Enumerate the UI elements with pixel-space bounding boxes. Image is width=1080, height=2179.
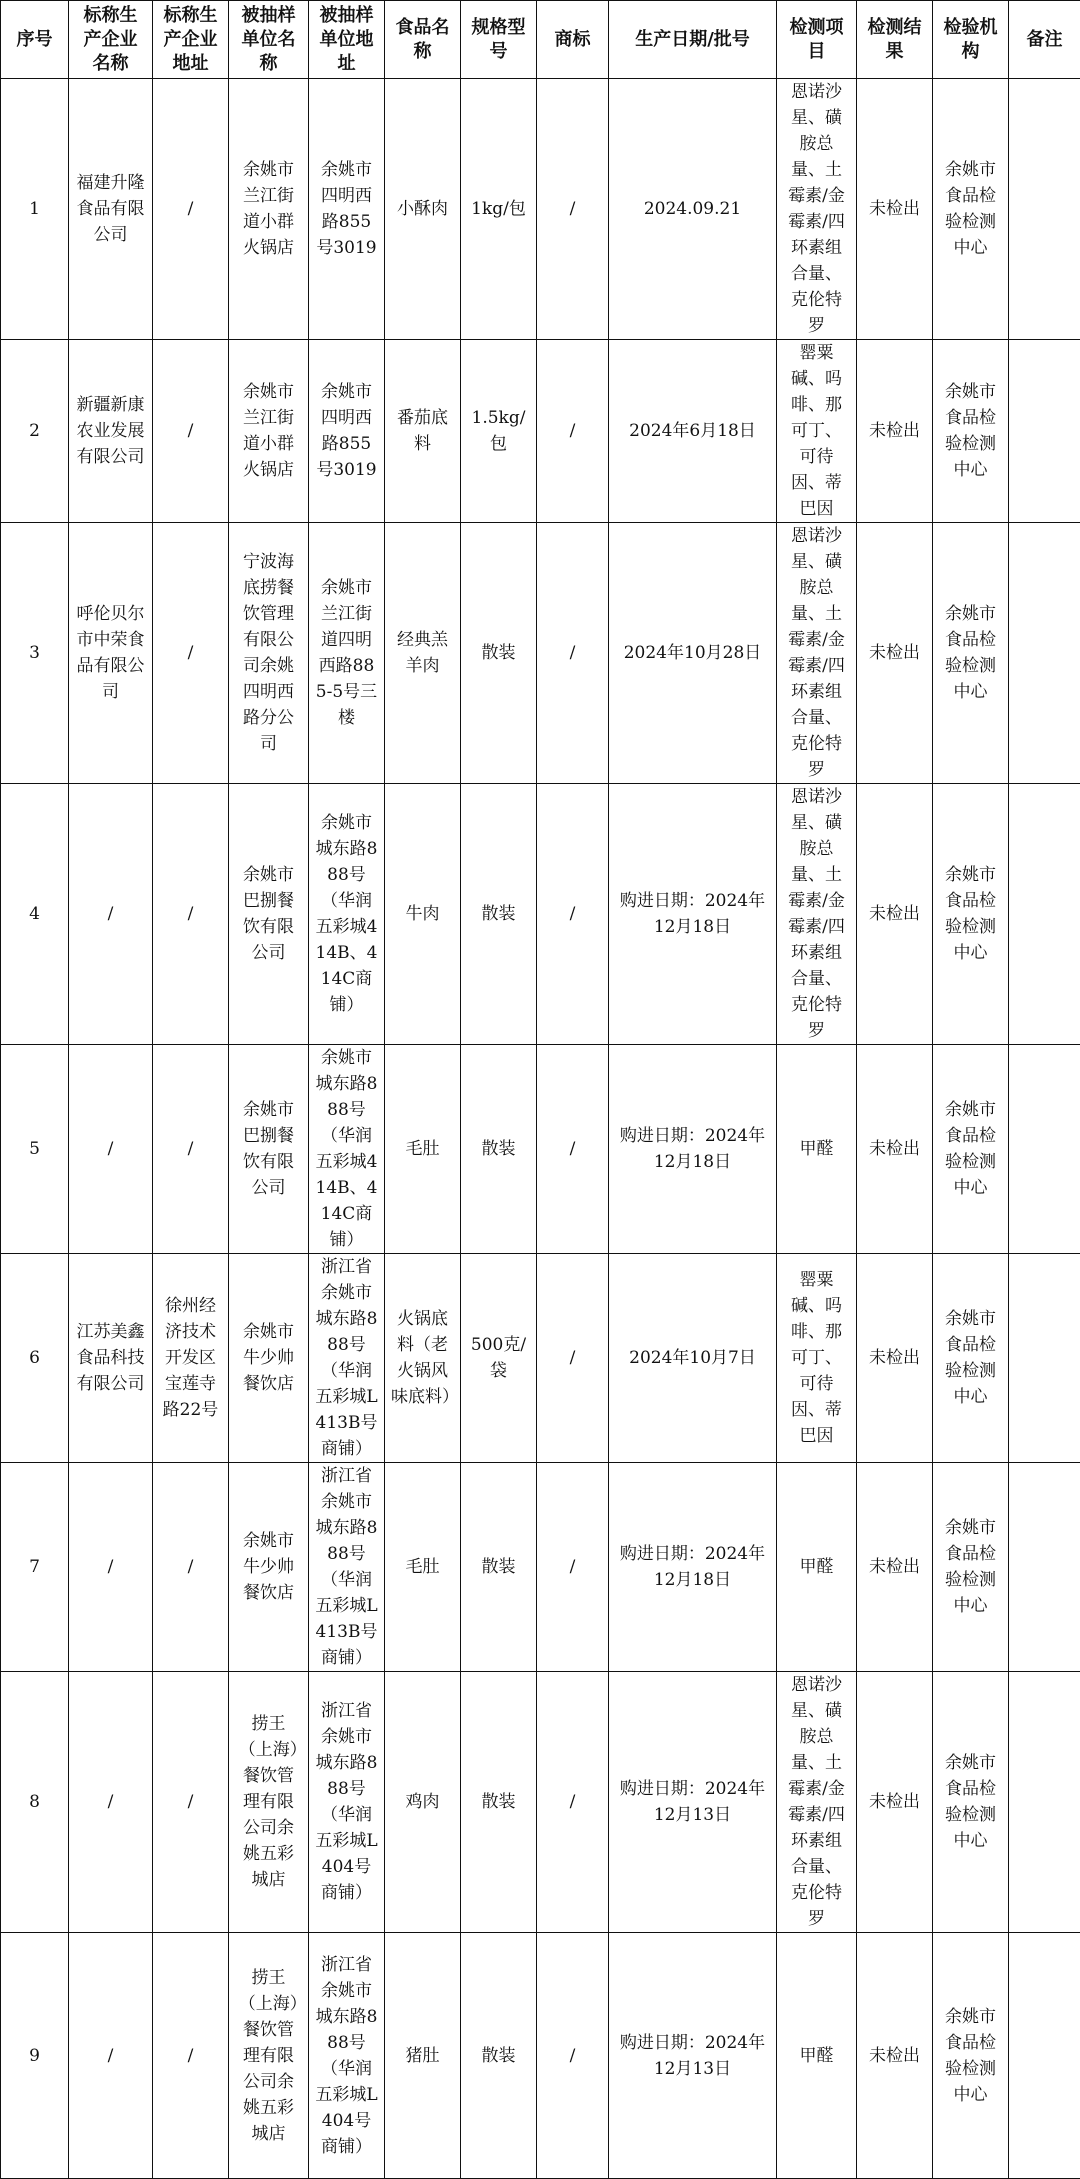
cell-production-date: 购进日期：2024年12月18日: [609, 784, 777, 1045]
cell-maker-address: /: [153, 1933, 229, 2179]
cell-spec: 散装: [461, 1045, 537, 1254]
cell-lab: 余姚市食品检验检测中心: [933, 1933, 1009, 2179]
cell-serial-no: 5: [1, 1045, 69, 1254]
cell-production-date: 2024年6月18日: [609, 340, 777, 523]
cell-maker-address: /: [153, 784, 229, 1045]
table-header-row: [1, 1, 1080, 79]
cell-maker-address: /: [153, 1463, 229, 1672]
cell-production-date: 2024年10月28日: [609, 523, 777, 784]
cell-serial-no: 9: [1, 1933, 69, 2179]
cell-brand: /: [537, 784, 609, 1045]
cell-brand: /: [537, 1933, 609, 2179]
cell-sampled-unit-name: 宁波海底捞餐饮管理有限公司余姚四明西路分公司: [229, 523, 309, 784]
cell-serial-no: 1: [1, 79, 69, 340]
table-row: [1, 1933, 1080, 2179]
cell-lab: 余姚市食品检验检测中心: [933, 1045, 1009, 1254]
cell-spec: 散装: [461, 523, 537, 784]
cell-food-name: 毛肚: [385, 1463, 461, 1672]
cell-food-name: 小酥肉: [385, 79, 461, 340]
cell-production-date: 购进日期：2024年12月18日: [609, 1045, 777, 1254]
cell-note: [1009, 523, 1080, 784]
cell-maker-name: /: [69, 1045, 153, 1254]
header-sampled-unit-address: 被抽样单位地址: [309, 1, 385, 79]
table-row: [1, 1045, 1080, 1254]
cell-food-name: 火锅底料（老火锅风味底料）: [385, 1254, 461, 1463]
cell-note: [1009, 1463, 1080, 1672]
cell-note: [1009, 1672, 1080, 1933]
table-row: [1, 784, 1080, 1045]
cell-note: [1009, 1254, 1080, 1463]
header-sampled-unit-name: 被抽样单位名称: [229, 1, 309, 79]
cell-maker-name: 呼伦贝尔市中荣食品有限公司: [69, 523, 153, 784]
cell-maker-name: /: [69, 784, 153, 1045]
cell-test-items: 罂粟碱、吗啡、那可丁、可待因、蒂巴因: [777, 1254, 857, 1463]
cell-lab: 余姚市食品检验检测中心: [933, 523, 1009, 784]
cell-test-items: 恩诺沙星、磺胺总量、土霉素/金霉素/四环素组合量、克伦特罗: [777, 523, 857, 784]
cell-serial-no: 6: [1, 1254, 69, 1463]
cell-sampled-unit-address: 余姚市兰江街道四明西路885-5号三楼: [309, 523, 385, 784]
cell-note: [1009, 784, 1080, 1045]
table-row: [1, 340, 1080, 523]
cell-serial-no: 7: [1, 1463, 69, 1672]
cell-serial-no: 3: [1, 523, 69, 784]
cell-maker-address: /: [153, 79, 229, 340]
table-row: [1, 1463, 1080, 1672]
cell-brand: /: [537, 1254, 609, 1463]
cell-spec: 1kg/包: [461, 79, 537, 340]
cell-spec: 散装: [461, 1933, 537, 2179]
table-row: [1, 523, 1080, 784]
cell-serial-no: 2: [1, 340, 69, 523]
header-test-result: 检测结果: [857, 1, 933, 79]
cell-sampled-unit-name: 余姚市巴捌餐饮有限公司: [229, 784, 309, 1045]
cell-maker-address: /: [153, 340, 229, 523]
cell-test-items: 甲醛: [777, 1463, 857, 1672]
header-lab: 检验机构: [933, 1, 1009, 79]
cell-test-result: 未检出: [857, 523, 933, 784]
cell-sampled-unit-name: 余姚市巴捌餐饮有限公司: [229, 1045, 309, 1254]
cell-note: [1009, 1045, 1080, 1254]
cell-test-items: 恩诺沙星、磺胺总量、土霉素/金霉素/四环素组合量、克伦特罗: [777, 1672, 857, 1933]
header-serial-no: 序号: [1, 1, 69, 79]
cell-maker-name: 福建升隆食品有限公司: [69, 79, 153, 340]
cell-brand: /: [537, 79, 609, 340]
cell-food-name: 牛肉: [385, 784, 461, 1045]
cell-sampled-unit-address: 余姚市城东路888号（华润五彩城414B、414C商铺）: [309, 1045, 385, 1254]
cell-brand: /: [537, 1672, 609, 1933]
cell-production-date: 购进日期：2024年12月18日: [609, 1463, 777, 1672]
cell-sampled-unit-name: 捞王（上海）餐饮管理有限公司余姚五彩城店: [229, 1933, 309, 2179]
cell-serial-no: 4: [1, 784, 69, 1045]
cell-food-name: 猪肚: [385, 1933, 461, 2179]
cell-sampled-unit-name: 捞王（上海）餐饮管理有限公司余姚五彩城店: [229, 1672, 309, 1933]
cell-lab: 余姚市食品检验检测中心: [933, 79, 1009, 340]
header-maker-address: 标称生产企业地址: [153, 1, 229, 79]
cell-production-date: 2024年10月7日: [609, 1254, 777, 1463]
cell-brand: /: [537, 523, 609, 784]
cell-test-items: 恩诺沙星、磺胺总量、土霉素/金霉素/四环素组合量、克伦特罗: [777, 79, 857, 340]
cell-note: [1009, 1933, 1080, 2179]
header-spec: 规格型号: [461, 1, 537, 79]
cell-sampled-unit-address: 余姚市四明西路855号3019: [309, 340, 385, 523]
header-production-date: 生产日期/批号: [609, 1, 777, 79]
cell-test-items: 甲醛: [777, 1933, 857, 2179]
cell-test-items: 恩诺沙星、磺胺总量、土霉素/金霉素/四环素组合量、克伦特罗: [777, 784, 857, 1045]
cell-maker-address: 徐州经济技术开发区宝莲寺路22号: [153, 1254, 229, 1463]
cell-spec: 500克/袋: [461, 1254, 537, 1463]
cell-food-name: 鸡肉: [385, 1672, 461, 1933]
cell-sampled-unit-address: 浙江省余姚市城东路888号（华润五彩城L413B号商铺）: [309, 1254, 385, 1463]
cell-lab: 余姚市食品检验检测中心: [933, 340, 1009, 523]
cell-sampled-unit-address: 余姚市城东路888号（华润五彩城414B、414C商铺）: [309, 784, 385, 1045]
cell-production-date: 2024.09.21: [609, 79, 777, 340]
cell-food-name: 番茄底料: [385, 340, 461, 523]
cell-maker-address: /: [153, 1045, 229, 1254]
cell-test-result: 未检出: [857, 1933, 933, 2179]
cell-maker-address: /: [153, 1672, 229, 1933]
cell-maker-address: /: [153, 523, 229, 784]
cell-maker-name: 新疆新康农业发展有限公司: [69, 340, 153, 523]
cell-spec: 散装: [461, 1463, 537, 1672]
cell-test-result: 未检出: [857, 340, 933, 523]
cell-note: [1009, 340, 1080, 523]
cell-test-result: 未检出: [857, 1463, 933, 1672]
cell-sampled-unit-address: 余姚市四明西路855号3019: [309, 79, 385, 340]
cell-brand: /: [537, 1045, 609, 1254]
cell-test-items: 罂粟碱、吗啡、那可丁、可待因、蒂巴因: [777, 340, 857, 523]
cell-sampled-unit-address: 浙江省余姚市城东路888号（华润五彩城L404号商铺）: [309, 1933, 385, 2179]
cell-sampled-unit-name: 余姚市兰江街道小群火锅店: [229, 79, 309, 340]
cell-test-result: 未检出: [857, 1672, 933, 1933]
cell-spec: 1.5kg/包: [461, 340, 537, 523]
cell-test-result: 未检出: [857, 784, 933, 1045]
cell-lab: 余姚市食品检验检测中心: [933, 1672, 1009, 1933]
cell-test-result: 未检出: [857, 79, 933, 340]
cell-sampled-unit-address: 浙江省余姚市城东路888号（华润五彩城L404号商铺）: [309, 1672, 385, 1933]
cell-production-date: 购进日期：2024年12月13日: [609, 1933, 777, 2179]
cell-brand: /: [537, 1463, 609, 1672]
table-row: [1, 79, 1080, 340]
cell-food-name: 毛肚: [385, 1045, 461, 1254]
cell-production-date: 购进日期：2024年12月13日: [609, 1672, 777, 1933]
header-food-name: 食品名称: [385, 1, 461, 79]
cell-test-result: 未检出: [857, 1254, 933, 1463]
cell-lab: 余姚市食品检验检测中心: [933, 784, 1009, 1045]
cell-sampled-unit-name: 余姚市牛少帅餐饮店: [229, 1463, 309, 1672]
cell-lab: 余姚市食品检验检测中心: [933, 1463, 1009, 1672]
cell-food-name: 经典羔羊肉: [385, 523, 461, 784]
cell-note: [1009, 79, 1080, 340]
cell-sampled-unit-name: 余姚市牛少帅餐饮店: [229, 1254, 309, 1463]
header-test-items: 检测项目: [777, 1, 857, 79]
cell-sampled-unit-address: 浙江省余姚市城东路888号（华润五彩城L413B号商铺）: [309, 1463, 385, 1672]
cell-spec: 散装: [461, 1672, 537, 1933]
cell-test-result: 未检出: [857, 1045, 933, 1254]
cell-sampled-unit-name: 余姚市兰江街道小群火锅店: [229, 340, 309, 523]
table-row: [1, 1254, 1080, 1463]
header-brand: 商标: [537, 1, 609, 79]
table-row: [1, 1672, 1080, 1933]
cell-brand: /: [537, 340, 609, 523]
header-maker-name: 标称生产企业名称: [69, 1, 153, 79]
cell-maker-name: /: [69, 1672, 153, 1933]
cell-spec: 散装: [461, 784, 537, 1045]
cell-maker-name: /: [69, 1463, 153, 1672]
cell-maker-name: 江苏美鑫食品科技有限公司: [69, 1254, 153, 1463]
cell-test-items: 甲醛: [777, 1045, 857, 1254]
cell-lab: 余姚市食品检验检测中心: [933, 1254, 1009, 1463]
cell-maker-name: /: [69, 1933, 153, 2179]
cell-serial-no: 8: [1, 1672, 69, 1933]
header-note: 备注: [1009, 1, 1080, 79]
